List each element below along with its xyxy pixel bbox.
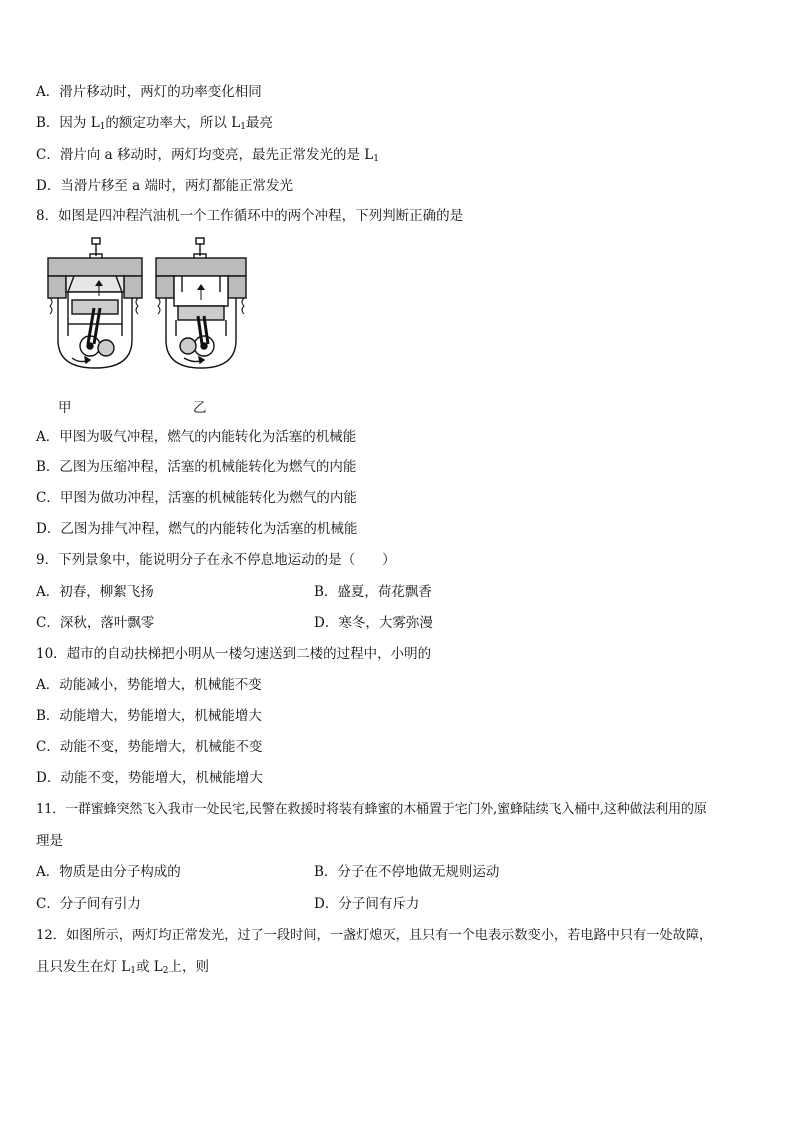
q11-option-b: B．分子在不停地做无规则运动 [314,864,500,880]
q11-stem-line2: 理是 [36,833,63,849]
q11-option-d: D．分子间有斥力 [314,896,420,912]
q9-option-b: B．盛夏，荷花飘香 [314,584,432,600]
q10-option-c: C．动能不变，势能增大，机械能不变 [36,739,263,755]
q10-option-a: A．动能减小，势能增大，机械能不变 [36,677,262,693]
q8-option-b: B．乙图为压缩冲程，活塞的机械能转化为燃气的内能 [36,459,357,475]
q9-option-c: C．深秋，落叶飘零 [36,615,155,631]
q8-option-a: A．甲图为吸气冲程，燃气的内能转化为活塞的机械能 [36,429,357,445]
q11-stem-line1: 11．一群蜜蜂突然飞入我市一处民宅,民警在救援时将装有蜂蜜的木桶置于宅门外,蜜蜂陆续飞入桶中,这种做法利用的原 [36,802,707,817]
q9-option-d: D．寒冬，大雾弥漫 [314,615,433,631]
q8-option-c: C．甲图为做功冲程，活塞的机械能转化为燃气的内能 [36,490,357,506]
q12-stem-line1: 12．如图所示，两灯均正常发光，过了一段时间，一盏灯熄灭，且只有一个电表示数变小，若电路中只有一处故障， [36,928,713,943]
engine-strokes-figure [44,236,254,396]
q10-option-b: B．动能增大，势能增大，机械能增大 [36,708,262,724]
q7-option-a: A．滑片移动时，两灯的功率变化相同 [36,84,262,100]
q10-option-d: D．动能不变，势能增大，机械能增大 [36,770,263,786]
figure-label-jia: 甲 [58,400,72,416]
q7-option-b: B．因为 $L_1$的额定功率大，所以 $L_1$最亮 [36,115,273,132]
q9-stem: 9．下列景象中，能说明分子在永不停息地运动的是（ ） [36,552,396,568]
q7-option-c: C．滑片向 a 移动时，两灯均变亮，最先正常发光的是 $L_1$ [36,147,379,164]
q12-stem-line2: 且只发生在灯 $L_1$或 $L_2$上，则 [36,959,209,976]
engine-yi [156,238,246,368]
figure-label-yi: 乙 [193,400,207,416]
q8-option-d: D．乙图为排气冲程，燃气的内能转化为活塞的机械能 [36,521,358,537]
q10-stem: 10．超市的自动扶梯把小明从一楼匀速送到二楼的过程中，小明的 [36,646,432,662]
q9-option-a: A．初春，柳絮飞扬 [36,584,154,600]
q11-option-a: A．物质是由分子构成的 [36,864,181,880]
engine-jia [48,238,142,368]
q8-stem: 8．如图是四冲程汽油机一个工作循环中的两个冲程，下列判断正确的是 [36,208,464,224]
q7-option-d: D．当滑片移至 a 端时，两灯都能正常发光 [36,178,293,194]
q11-option-c: C．分子间有引力 [36,896,141,912]
engine-diagram [44,236,254,396]
